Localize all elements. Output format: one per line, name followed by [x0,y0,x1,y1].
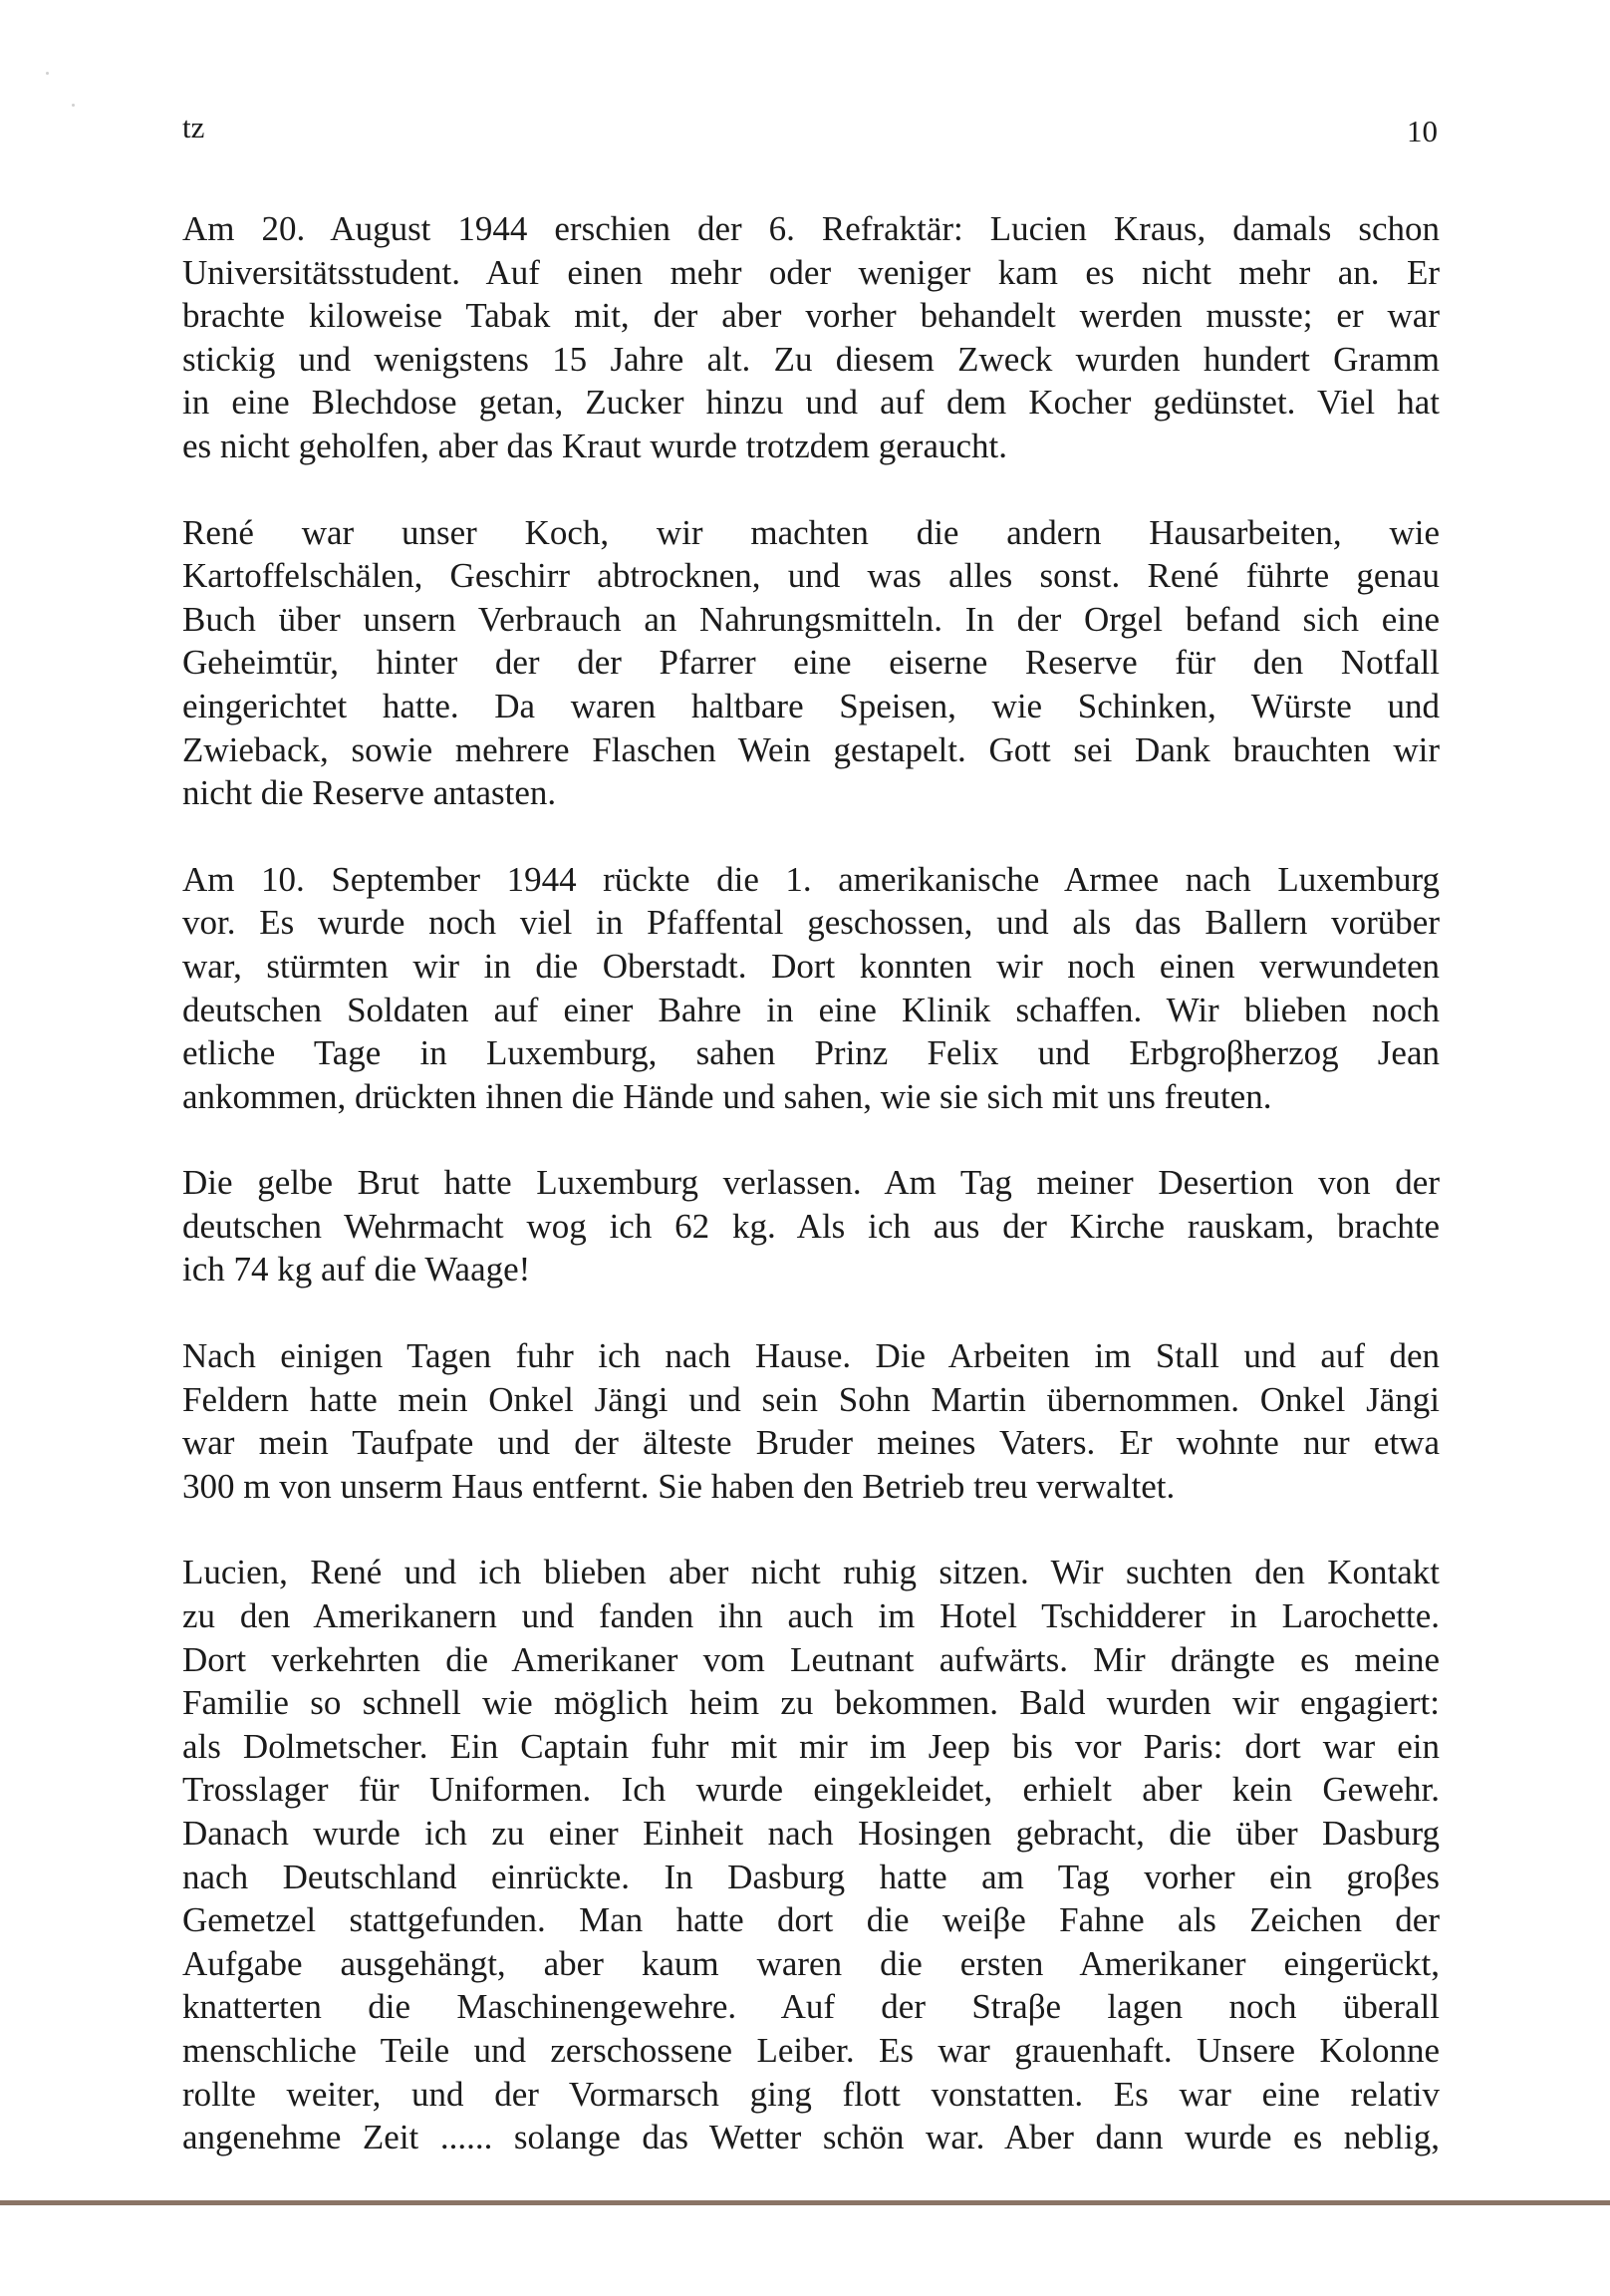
text-line: etliche Tage in Luxemburg, sahen Prinz Felix und Erbgroβherzog Jean [182,1033,1440,1073]
text-line: stickig und wenigstens 15 Jahre alt. Zu diesem Zweck wurden hundert Gramm [182,339,1440,379]
text-line: ich 74 kg auf die Waage! [182,1250,531,1290]
text-line: Familie so schnell wie möglich heim zu bekommen. Bald wurden wir engagiert: [182,1683,1440,1723]
text-line: Gemetzel stattgefunden. Man hatte dort die weiβe Fahne als Zeichen der [182,1900,1440,1940]
text-line: René war unser Koch, wir machten die andern Hausarbeiten, wie [182,512,1440,552]
text-line: Aufgabe ausgehängt, aber kaum waren die ersten Amerikaner eingerückt, [182,1943,1440,1983]
text-line: Danach wurde ich zu einer Einheit nach Hosingen gebracht, die über Dasburg [182,1814,1440,1853]
text-line: Zwieback, sowie mehrere Flaschen Wein gestapelt. Gott sei Dank brauchten wir [182,729,1440,769]
text-line: deutschen Soldaten auf einer Bahre in eine Klinik schaffen. Wir blieben noch [182,990,1440,1029]
text-line: Am 10. September 1944 rückte die 1. amerikanische Armee nach Luxemburg [182,859,1440,899]
text-line: brachte kiloweise Tabak mit, der aber vorher behandelt werden musste; er war [182,296,1440,336]
paragraph [182,1334,1440,1508]
text-line: als Dolmetscher. Ein Captain fuhr mit mir im Jeep bis vor Paris: dort war ein [182,1726,1440,1766]
text-line: Lucien, René und ich blieben aber nicht ruhig sitzen. Wir suchten den Kontakt [182,1553,1440,1592]
text-line: nach Deutschland einrückte. In Dasburg hatte am Tag vorher ein groβes [182,1857,1440,1896]
document-body [182,207,1440,2202]
paragraph [182,858,1440,1119]
text-line: Dort verkehrten die Amerikaner vom Leutnant aufwärts. Mir drängte es meine [182,1639,1440,1679]
text-line: ankommen, drückten ihnen die Hände und sahen, wie sie sich mit uns freuten. [182,1076,1272,1116]
page-number: 10 [1407,114,1438,148]
text-line: angenehme Zeit ...... solange das Wetter schön war. Aber dann wurde es neblig, [182,2118,1440,2157]
text-line: Am 20. August 1944 erschien der 6. Refraktär: Lucien Kraus, damals schon [182,209,1440,248]
text-line: menschliche Teile und zerschossene Leiber. Es war grauenhaft. Unsere Kolonne [182,2030,1440,2070]
text-line: Nach einigen Tagen fuhr ich nach Hause. Die Arbeiten im Stall und auf den [182,1336,1440,1376]
scan-speck [72,104,75,107]
text-line: deutschen Wehrmacht wog ich 62 kg. Als ich aus der Kirche rauskam, brachte [182,1206,1440,1246]
header-initials: tz [182,110,205,144]
paragraph [182,1161,1440,1292]
text-line: Kartoffelschälen, Geschirr abtrocknen, und was alles sonst. René führte genau [182,556,1440,596]
scan-speck [46,72,49,75]
text-line: knatterten die Maschinengewehre. Auf der Straβe lagen noch überall [182,1987,1440,2027]
paragraph [182,511,1440,815]
text-line: zu den Amerikanern und fanden ihn auch im Hotel Tschidderer in Larochette. [182,1596,1440,1636]
footer-rule [0,2200,1610,2205]
text-line: Buch über unsern Verbrauch an Nahrungsmitteln. In der Orgel befand sich eine [182,599,1440,639]
paragraph [182,207,1440,468]
text-line: Geheimtür, hinter der der Pfarrer eine eiserne Reserve für den Notfall [182,643,1440,683]
text-line: eingerichtet hatte. Da waren haltbare Speisen, wie Schinken, Würste und [182,686,1440,725]
text-line: 300 m von unserm Haus entfernt. Sie haben den Betrieb treu verwaltet. [182,1466,1176,1506]
text-line: war mein Taufpate und der älteste Bruder meines Vaters. Er wohnte nur etwa [182,1423,1440,1463]
text-line: war, stürmten wir in die Oberstadt. Dort konnten wir noch einen verwundeten [182,946,1440,986]
text-line: rollte weiter, und der Vormarsch ging flott vonstatten. Es war eine relativ [182,2074,1440,2114]
text-line: Universitätsstudent. Auf einen mehr oder weniger kam es nicht mehr an. Er [182,252,1440,292]
text-line: nicht die Reserve antasten. [182,773,557,813]
text-line: in eine Blechdose getan, Zucker hinzu und auf dem Kocher gedünstet. Viel hat [182,383,1440,423]
text-line: Die gelbe Brut hatte Luxemburg verlassen. Am Tag meiner Desertion von der [182,1163,1440,1203]
text-line: Feldern hatte mein Onkel Jängi und sein Sohn Martin übernommen. Onkel Jängi [182,1379,1440,1419]
paragraph [182,1551,1440,2158]
text-line: es nicht geholfen, aber das Kraut wurde trotzdem geraucht. [182,426,1008,465]
text-line: vor. Es wurde noch viel in Pfaffental geschossen, und als das Ballern vorüber [182,903,1440,943]
text-line: Trosslager für Uniformen. Ich wurde eingekleidet, erhielt aber kein Gewehr. [182,1770,1440,1810]
